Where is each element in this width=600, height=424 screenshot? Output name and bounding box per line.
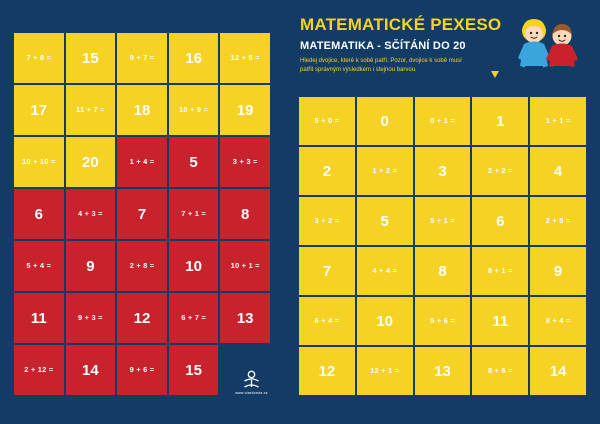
right-grid-card[interactable]: 13 <box>415 347 471 395</box>
right-grid-card[interactable]: 12 + 1 = <box>357 347 413 395</box>
left-grid-card[interactable]: 1 + 4 = <box>117 137 167 187</box>
left-grid-card[interactable]: 7 <box>117 189 167 239</box>
left-card-grid <box>14 33 270 395</box>
logo-text: www.vlastiveda.cz <box>235 391 268 395</box>
page-title: MATEMATICKÉ PEXESO <box>300 15 502 34</box>
left-grid-card[interactable]: 12 <box>117 293 167 343</box>
right-grid-card[interactable]: 1 + 1 = <box>530 97 586 145</box>
right-grid-card[interactable]: 1 + 2 = <box>357 147 413 195</box>
right-card-grid-panel <box>299 97 586 395</box>
left-grid-card[interactable]: 10 + 1 = <box>220 241 270 291</box>
right-grid-card[interactable]: 0 <box>357 97 413 145</box>
right-grid-card[interactable]: 6 <box>472 197 528 245</box>
left-grid-card[interactable]: 2 + 8 = <box>117 241 167 291</box>
left-grid-card[interactable]: 13 <box>220 293 270 343</box>
right-grid-card[interactable]: 4 <box>530 147 586 195</box>
left-grid-card[interactable]: 18 <box>117 85 167 135</box>
right-grid-card[interactable]: 0 + 1 = <box>415 97 471 145</box>
left-grid-card[interactable]: 9 <box>66 241 116 291</box>
left-grid-card[interactable]: 14 <box>66 345 116 395</box>
left-grid-card[interactable]: 4 + 3 = <box>66 189 116 239</box>
right-grid-card[interactable]: 9 <box>530 247 586 295</box>
left-grid-card[interactable]: 9 + 3 = <box>66 293 116 343</box>
right-grid-card[interactable]: 2 <box>299 147 355 195</box>
left-grid-card[interactable]: 11 + 7 = <box>66 85 116 135</box>
left-grid-card[interactable]: 10 + 9 = <box>169 85 219 135</box>
left-grid-card[interactable]: 20 <box>66 137 116 187</box>
right-grid-card[interactable]: 5 + 0 = <box>299 97 355 145</box>
header <box>299 12 586 92</box>
left-grid-card[interactable]: 5 <box>169 137 219 187</box>
right-grid-card[interactable]: 14 <box>530 347 586 395</box>
left-card-grid-panel <box>14 33 270 395</box>
arrow-down-icon <box>491 71 499 78</box>
logo[interactable] <box>233 355 270 395</box>
left-grid-card[interactable]: 9 + 7 = <box>117 33 167 83</box>
left-grid-card[interactable]: 17 <box>14 85 64 135</box>
left-grid-card[interactable]: 15 <box>66 33 116 83</box>
left-grid-card[interactable]: 11 <box>14 293 64 343</box>
right-grid-card[interactable]: 2 + 2 = <box>472 147 528 195</box>
right-card-grid <box>299 97 586 395</box>
right-grid-card[interactable]: 3 + 2 = <box>299 197 355 245</box>
book-logo-icon <box>243 369 260 389</box>
right-grid-card[interactable]: 6 + 4 = <box>299 297 355 345</box>
right-grid-card[interactable]: 2 + 5 = <box>530 197 586 245</box>
left-grid-card[interactable]: 5 + 4 = <box>14 241 64 291</box>
left-grid-card[interactable]: 7 + 8 = <box>14 33 64 83</box>
instructions-text: Hledej dvojice, které k sobě patří. Pozor, dvojice k sobě musí patřit správným výsledkem i stejnou barvou. <box>300 58 462 73</box>
left-grid-card[interactable]: 6 <box>14 189 64 239</box>
left-grid-card[interactable]: 16 <box>169 33 219 83</box>
right-grid-card[interactable]: 8 + 1 = <box>472 247 528 295</box>
left-grid-card[interactable]: 2 + 12 = <box>14 345 64 395</box>
left-grid-card[interactable]: 10 + 10 = <box>14 137 64 187</box>
right-grid-card[interactable]: 5 + 6 = <box>415 297 471 345</box>
right-grid-card[interactable]: 11 <box>472 297 528 345</box>
right-grid-card[interactable]: 5 + 1 = <box>415 197 471 245</box>
left-grid-card[interactable]: 9 + 6 = <box>117 345 167 395</box>
right-grid-card[interactable]: 8 + 4 = <box>530 297 586 345</box>
right-grid-card[interactable]: 8 + 6 = <box>472 347 528 395</box>
right-grid-card[interactable]: 7 <box>299 247 355 295</box>
left-grid-card[interactable]: 7 + 1 = <box>169 189 219 239</box>
right-grid-card[interactable]: 1 <box>472 97 528 145</box>
left-grid-card[interactable]: 12 + 5 = <box>220 33 270 83</box>
left-grid-card[interactable]: 6 + 7 = <box>169 293 219 343</box>
right-grid-card[interactable]: 10 <box>357 297 413 345</box>
page-subtitle: MATEMATIKA - SČÍTÁNÍ DO 20 <box>300 40 466 52</box>
left-grid-card[interactable]: 19 <box>220 85 270 135</box>
right-grid-card[interactable]: 3 <box>415 147 471 195</box>
left-grid-card[interactable]: 3 + 3 = <box>220 137 270 187</box>
left-grid-card[interactable]: 10 <box>169 241 219 291</box>
right-grid-card[interactable]: 12 <box>299 347 355 395</box>
right-grid-card[interactable]: 5 <box>357 197 413 245</box>
two-children-icon <box>510 16 584 78</box>
left-grid-card[interactable]: 8 <box>220 189 270 239</box>
right-grid-card[interactable]: 4 + 4 = <box>357 247 413 295</box>
right-grid-card[interactable]: 8 <box>415 247 471 295</box>
left-grid-card[interactable]: 15 <box>169 345 219 395</box>
